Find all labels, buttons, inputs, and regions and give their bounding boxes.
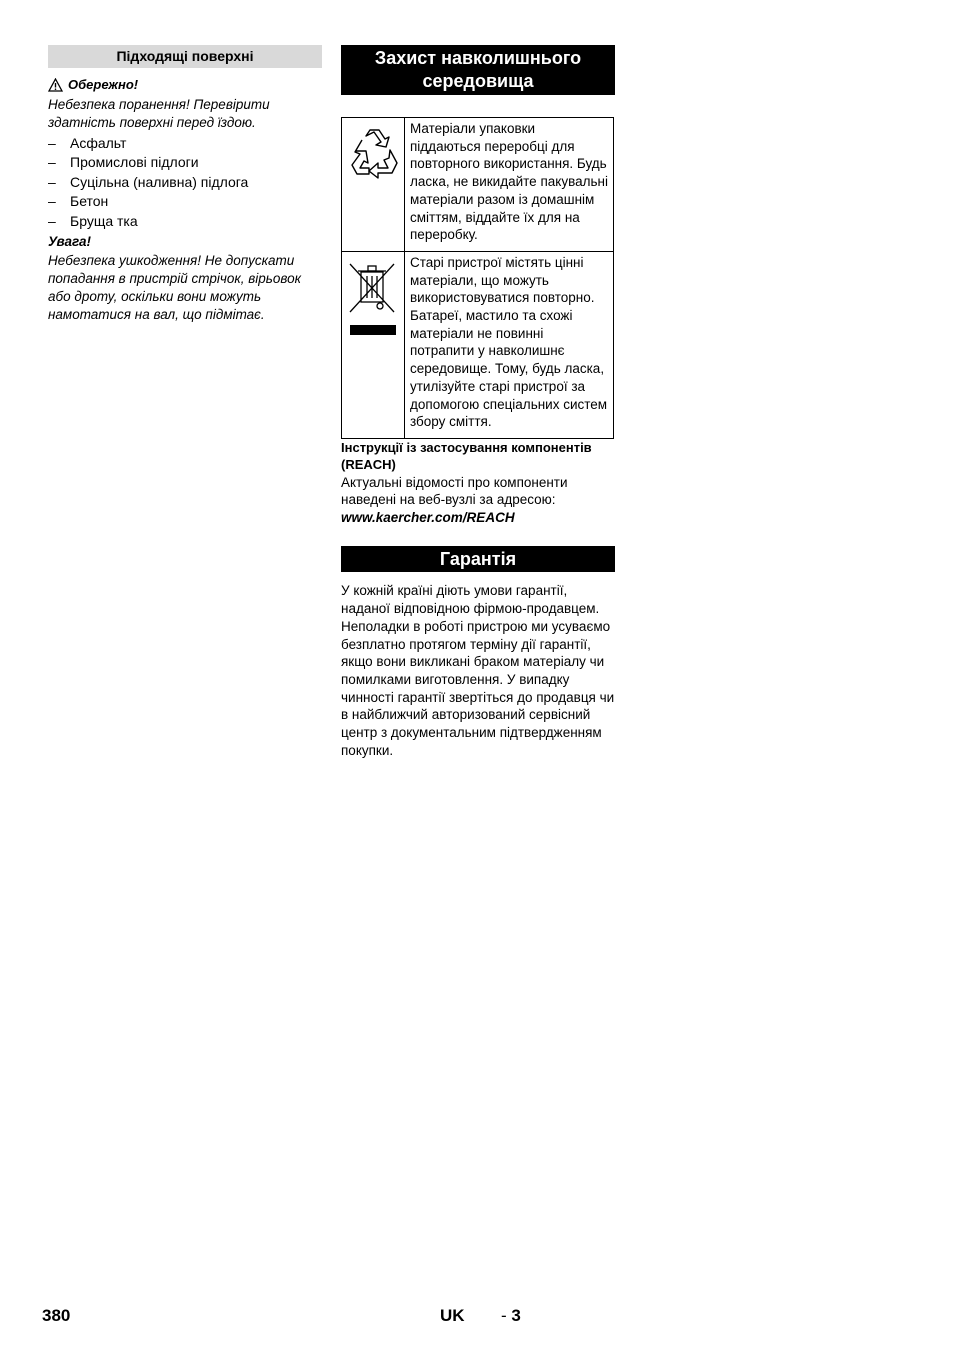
recycling-text: Матеріали упаковки піддаються переробці для повторного використання. Будь ласка, не викидайте пакувальні матеріали разом із домашнім сміттям, віддайте їх для на переробку. <box>405 118 614 252</box>
reach-link[interactable]: www.kaercher.com/REACH <box>341 509 515 525</box>
reach-text: Актуальні відомості про компоненти наведені на веб-вузлі за адресою: <box>341 474 568 508</box>
surfaces-list <box>48 134 322 231</box>
left-column <box>48 45 322 324</box>
separator: - <box>501 1306 507 1325</box>
list-item: – Промислові підлоги <box>48 153 322 172</box>
crossed-out-bin-icon <box>342 252 404 344</box>
warning-triangle-icon <box>48 78 63 92</box>
table-row <box>342 251 614 438</box>
caution-text: Небезпека поранення! Перевірити здатність поверхні перед їздою. <box>48 97 270 130</box>
warranty-heading: Гарантія <box>341 546 615 572</box>
environment-table <box>341 117 614 439</box>
environment-heading: Захист навколишнього середовища <box>341 45 615 95</box>
icon-cell <box>342 118 405 252</box>
page-number: 380 <box>42 1306 71 1325</box>
caution-line <box>48 76 322 93</box>
icon-cell <box>342 251 405 438</box>
warranty-text: У кожній країні діють умови гарантії, наданої відповідною фірмою-продавцем. Неполадки в роботі пристрою ми усуваємо безплатно протягом терміну дії гарантії, якщо вони викликані браком матеріалу чи помилками виготовлення. У випадку чинності гарантії звертіться до продавця чи в найближчий авторизований сервісний центр з документальним підтвердженням покупки. <box>341 583 615 758</box>
list-item: – Суцільна (наливна) підлога <box>48 173 322 192</box>
attention-text: Небезпека ушкодження! Не допускати попадання в пристрій стрічок, вірьовок або дроту, оскільки вони можуть намотатися на вал, що підмітає. <box>48 253 302 323</box>
disposal-text: Старі пристрої містять цінні матеріали, що можуть використовуватися повторно. Батареї, мастило та схожі матеріали не повинні потрапити у навколишнє середовище. Тому, будь ласка, утилізуйте старі пристрої за допомогою спеціальних систем збору сміття. <box>405 251 614 438</box>
language-code: UK <box>440 1306 465 1325</box>
recycling-icon <box>342 118 404 198</box>
list-item: – Бетон <box>48 192 322 211</box>
attention-label: Увага! <box>48 234 91 250</box>
sub-page: 3 <box>511 1306 521 1325</box>
right-column <box>341 45 615 759</box>
sub-page-number <box>501 1306 521 1326</box>
list-item: – Бруща тка <box>48 212 322 231</box>
reach-title: Інструкції із застосування компонентів (REACH) <box>341 439 592 473</box>
caution-label: Обережно! <box>68 77 139 92</box>
suitable-surfaces-heading: Підходящі поверхні <box>48 45 322 68</box>
list-item: – Асфальт <box>48 134 322 153</box>
table-row <box>342 118 614 252</box>
